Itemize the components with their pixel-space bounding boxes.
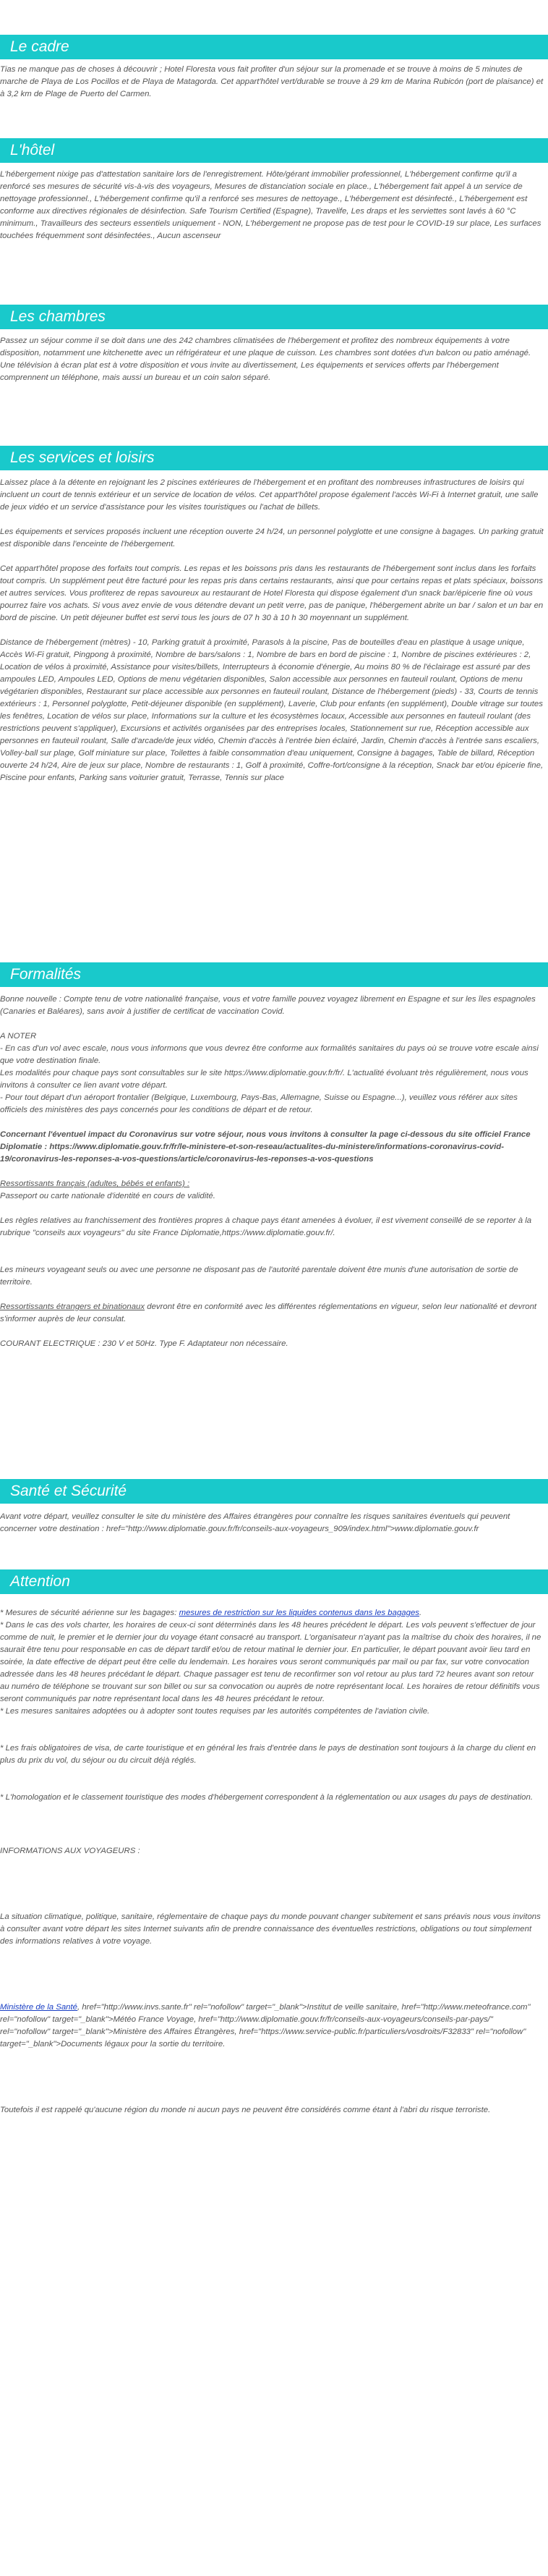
attention-paragraph-5: * L'homologation et le classement touristique des modes d'hébergement correspondent à la réglementation ou aux usages du pays de destination. bbox=[0, 1793, 533, 1802]
attention-text-block bbox=[0, 1607, 544, 2117]
chambres-text-block bbox=[0, 335, 544, 384]
services-paragraph-1: Laissez place à la détente en rejoignant les 2 piscines extérieures de l'hébergement et en profitant des nombreuses infrastructures de loisirs qui incluent un court de tennis extérieur et un service de location de vélos. Cet appart'hôtel propose également l'accès Wi-Fi à Internet gratuit, une salle de jeux vidéo et un service d'assistance pour les visites touristiques ou l'achat de billets. bbox=[0, 478, 539, 512]
sante-text-block bbox=[0, 1511, 544, 1535]
ressortissants-etrangers-label: Ressortissants étrangers et binationaux bbox=[0, 1302, 145, 1311]
services-paragraph-2: Les équipements et services proposés incluent une réception ouverte 24 h/24, un personnel polyglotte et une consigne à bagages. Un parking gratuit est disponible dans l'enceinte de l'hébergement. bbox=[0, 528, 544, 548]
attention-paragraph-4: * Les frais obligatoires de visa, de carte touristique et en général les frais d'entrée dans le pays de destination sont toujours à la charge du client en plus du prix du vol, du séjour ou du circuit déjà réglés. bbox=[0, 1744, 536, 1765]
ressortissants-francais-text: Passeport ou carte nationale d'identité en cours de validité. bbox=[0, 1192, 215, 1200]
liquides-restriction-link[interactable]: mesures de restriction sur les liquides contenus dans les bagages bbox=[179, 1609, 419, 1617]
section-title: Les services et loisirs bbox=[10, 449, 155, 466]
formalites-note-1: - En cas d'un vol avec escale, nous vous informons que vous devrez être conforme aux formalités sanitaires du pays où se trouve votre escale ainsi que votre destination finale. bbox=[0, 1044, 539, 1065]
ressortissants-francais-label: Ressortissants français (adultes, bébés et enfants) : bbox=[0, 1179, 190, 1188]
section-title: Santé et Sécurité bbox=[10, 1483, 127, 1499]
courant-electrique: COURANT ELECTRIQUE : 230 V et 50Hz. Type F. Adaptateur non nécessaire. bbox=[0, 1339, 288, 1348]
section-header-sante bbox=[0, 1479, 548, 1504]
attention-p1-prefix: * Mesures de sécurité aérienne sur les bagages: bbox=[0, 1609, 179, 1617]
section-header-chambres bbox=[0, 305, 548, 329]
section-header-cadre bbox=[0, 35, 548, 59]
section-title: L'hôtel bbox=[10, 142, 55, 158]
attention-paragraph-1 bbox=[0, 1607, 544, 1619]
section-title: Attention bbox=[10, 1573, 70, 1590]
chambres-text: Passez un séjour comme il se doit dans une des 242 chambres climatisées de l'hébergement et profitez des nombreux équipements à votre disposition, notamment une kitchenette avec un réfrigérateur et une plaque de cuisson. Les chambres sont dotées d'un balcon ou patio aménagé. Une télévision à écran plat est à votre disposition et vous invite au divertissement, Les équipements et services offerts par l'hébergement comprennent un téléphone, mais aussi un bureau et un coin salon séparé. bbox=[0, 336, 531, 382]
section-header-formalites bbox=[0, 962, 548, 987]
formalites-text-block bbox=[0, 993, 544, 1350]
formalites-paragraph-1: Bonne nouvelle : Compte tenu de votre nationalité française, vous et votre famille pouvez voyagez librement en Espagne et sur les îles espagnoles (Canaries et Baléares), sans avoir à justifier de certificat de vaccination Covid. bbox=[0, 995, 536, 1016]
sante-text: Avant votre départ, veuillez consulter le site du ministère des Affaires étrangères pour connaître les risques sanitaires éventuels qui peuvent concerner votre destination : href="http://www.diplomatie.gouv.fr/fr/conseils-aux-voyageurs_909/index.html">www.diplomatie.gouv.fr bbox=[0, 1512, 510, 1533]
mineurs-text: Les mineurs voyageant seuls ou avec une personne ne disposant pas de l'autorité parentale doivent être munis d'une autorisation de sortie de territoire. bbox=[0, 1266, 518, 1287]
section-title: Les chambres bbox=[10, 308, 106, 325]
section-header-attention bbox=[0, 1569, 548, 1594]
a-noter-label: A NOTER bbox=[0, 1032, 37, 1041]
services-text-block bbox=[0, 477, 544, 784]
hotel-text: L'hébergement nixige pas d'attestation sanitaire lors de l'enregistrement. Hôte/gérant immobilier professionnel, L'hébergement confirme qu'il a renforcé ses mesures de sécurité vis-à-vis des voyageurs, Mesures de distanciation sociale en place., L'hébergement fait appel à un service de nettoyage professionnel., L'hébergement confirme qu'il a renforcé ses mesures de nettoyage., L'hébergement est désinfecté., L'hébergement est conforme aux directives régionales de désinfection. Safe Tourism Certified (Espagne), Travelife, Les draps et les serviettes sont lavés à 60 °C minimum., Travailleurs des secteurs essentiels uniquement - NON, L'hébergement ne propose pas de test pour le COVID-19 sur place, Les surfaces touchées fréquemment sont désinfectées., Aucun ascenseur bbox=[0, 170, 541, 240]
formalites-note-3: - Pour tout départ d'un aéroport frontalier (Belgique, Luxembourg, Pays-Bas, Allemagne, Suisse ou Espagne...), veuillez vous référer aux sites officiels des ministères des pays concernés pour les conditions de départ et de retour. bbox=[0, 1093, 518, 1114]
section-header-services bbox=[0, 446, 548, 470]
section-title: Formalités bbox=[10, 966, 82, 983]
coronavirus-notice: Concernant l'éventuel impact du Coronavirus sur votre séjour, nous vous invitons à consulter la page ci-dessous du site officiel France Diplomatie : https://www.diplomatie.gouv.fr/fr/le-ministere-et-son-reseau/actualites-du-ministere/informations-coronavirus-covid-19/coronavirus-les-reponses-a-vos-questions/article/coronavirus-les-reponses-a-vos-questions bbox=[0, 1130, 531, 1164]
ressortissants-etrangers bbox=[0, 1301, 544, 1326]
ministere-sante-link[interactable]: Ministère de la Santé bbox=[0, 2003, 78, 2012]
section-title: Le cadre bbox=[10, 38, 69, 55]
cadre-text: Tias ne manque pas de choses à découvrir ; Hotel Floresta vous fait profiter d'un séjour sur la promenade et se trouve à moins de 5 minutes de marche de Playa de Los Pocillos et de Playa de Matagorda. Cet appart'hôtel vert/durable se trouve à 29 km de Marina Rubicón (port de plaisance) et à 3,2 km de Plage de Puerto del Carmen. bbox=[0, 65, 544, 98]
services-paragraph-3: Cet appart'hôtel propose des forfaits tout compris. Les repas et les boissons pris dans les restaurants de l'hébergement sont inclus dans les forfaits tout compris. Un supplément peut être facturé pour les repas pris dans certains restaurants, ainsi que pour certains repas et plats spéciaux, boissons et autres services. Vous profiterez de repas savoureux au restaurant de Hotel Floresta qui dispose également d'un snack bar/épicerie fine où vous pourrez faire vos achats. Si vous avez envie de vous détendre devant un petit verre, pas de panique, l'hébergement abrite un bar / salon et un bar en bord de piscine. Un petit déjeuner buffet est servi tous les jours de 07 h 30 à 10 h 30 moyennant un supplément. bbox=[0, 564, 544, 622]
services-paragraph-4: Distance de l'hébergement (mètres) - 10, Parking gratuit à proximité, Parasols à la piscine, Pas de bouteilles d'eau en plastique à usage unique, Accès Wi-Fi gratuit, Pingpong à proximité, Nombre de bars/salons : 1, Nombre de bars en bord de piscine : 1, Nombre de piscines extérieures : 2, Location de vélos à proximité, Assistance pour visites/billets, Interrupteurs à économie d'énergie, Au moins 80 % de l'éclairage est assuré par des ampoules LED, Ampoules LED, Options de menu végétarien disponibles, Salon accessible aux personnes en fauteuil roulant, Options de menu végétarien disponibles, Restaurant sur place accessible aux personnes en fauteuil roulant, Distance de l'hébergement (pieds) - 33, Courts de tennis extérieurs : 1, Personnel polyglotte, Petit-déjeuner disponible (en supplément), Laverie, Club pour enfants (en supplément), Double vitrage sur toutes les fenêtres, Location de vélos sur place, Informations sur la culture et les écosystèmes locaux, Accessible aux personnes en fauteuil roulant (des restrictions peuvent s'appliquer), Excursions et activités organisées par des entreprises locales, Stationnement sur rue, Réception accessible aux personnes en fauteuil roulant, Salle d'arcade/de jeux vidéo, Chemin d'accès à l'entrée bien éclairé, Jardin, Chemin d'accès à l'entrée sans escaliers, Volley-ball sur plage, Golf miniature sur place, Toilettes à faible consommation d'eau uniquement, Consigne à bagages, Table de billard, Réception ouverte 24 h/24, Aire de jeux sur place, Nombre de restaurants : 1, Golf à proximité, Coffre-fort/consigne à la réception, Snack bar et/ou épicerie fine, Piscine pour enfants, Parking sans voiturier gratuit, Terrasse, Tennis sur place bbox=[0, 638, 544, 782]
attention-paragraph-2: * Dans le cas des vols charter, les horaires de ceux-ci sont déterminés dans les 48 heures précédent le départ. Les vols peuvent s'effectuer de jour comme de nuit, le premier et le dernier jour du voyage étant consacré au transport. L'organisateur n'ayant pas la maîtrise du choix des horaires, il ne saurait être tenu pour responsable en cas de départ tardif et/ou de retour matinal le dernier jour. En particulier, le départ pouvant avoir lieu tard en soirée, la date effective de départ peut être celle du lendemain. Les horaires vous seront communiqués par mail ou par fax, sur votre convocation adressée dans les 48 heures précédant le départ. Chaque passager est tenu de reconfirmer son vol retour au plus tard 72 heures avant son retour au numéro de téléphone se trouvant sur son billet ou sur sa convocation ou auprès de notre représentant local. Les horaires de retour définitifs vous seront communiqués par notre représentant local dans les 48 heures précédant le retour. bbox=[0, 1621, 541, 1703]
cadre-text-block bbox=[0, 64, 544, 101]
regles-frontieres: Les règles relatives au franchissement des frontières propres à chaque pays étant amenées à évoluer, il est vivement conseillé de se reporter à la rubrique "conseils aux voyageurs" du site France Diplomatie,https://www.diplomatie.gouv.fr/. bbox=[0, 1216, 532, 1237]
attention-paragraph-9: Toutefois il est rappelé qu'aucune région du monde ni aucun pays ne peuvent être considérés comme étant à l'abri du risque terroriste. bbox=[0, 2106, 491, 2114]
informations-voyageurs: INFORMATIONS AUX VOYAGEURS : bbox=[0, 1847, 140, 1855]
ressortissants-etrangers-text: devront être en conformité avec les différentes réglementations en vigueur, selon leur nationalité et devront s'informer auprès de leur consulat. bbox=[0, 1302, 537, 1323]
attention-p1-suffix: . bbox=[419, 1609, 422, 1617]
formalites-note-2: Les modalités pour chaque pays sont consultables sur le site https://www.diplomatie.gouv.fr/fr/. L'actualité évoluant très régulièrement, nous vous invitons à consulter ce lien avant votre départ. bbox=[0, 1069, 528, 1090]
attention-paragraph-3: * Les mesures sanitaires adoptées ou à adopter sont toutes requises par les autorités compétentes de l'aviation civile. bbox=[0, 1707, 430, 1716]
section-header-hotel bbox=[0, 138, 548, 163]
attention-paragraph-8 bbox=[0, 2001, 544, 2051]
hotel-text-block bbox=[0, 169, 544, 242]
attention-paragraph-7: La situation climatique, politique, sanitaire, réglementaire de chaque pays du monde pouvant changer subitement et sans préavis nous vous invitons à consulter avant votre départ les sites Internet suivants afin de prendre connaissance des éventuelles restrictions, obligations ou tout simplement des informations relatives à votre voyage. bbox=[0, 1912, 541, 1946]
attention-p8-text: , href="http://www.invs.sante.fr" rel="nofollow" target="_blank">Institut de veille sanitaire, href="http://www.meteofrance.com" rel="nofollow" target="_blank">Météo France Voyage, href="http://www.diplomatie.gouv.fr/fr/conseils-aux-voyageurs/conseils-par-pays/" rel="nofollow" target="_blank">Ministère des Affaires Étrangères, href="https://www.service-public.fr/particuliers/vosdroits/F32833" rel="nofollow" target="_blank">Documents légaux pour la sortie du territoire. bbox=[0, 2003, 531, 2048]
